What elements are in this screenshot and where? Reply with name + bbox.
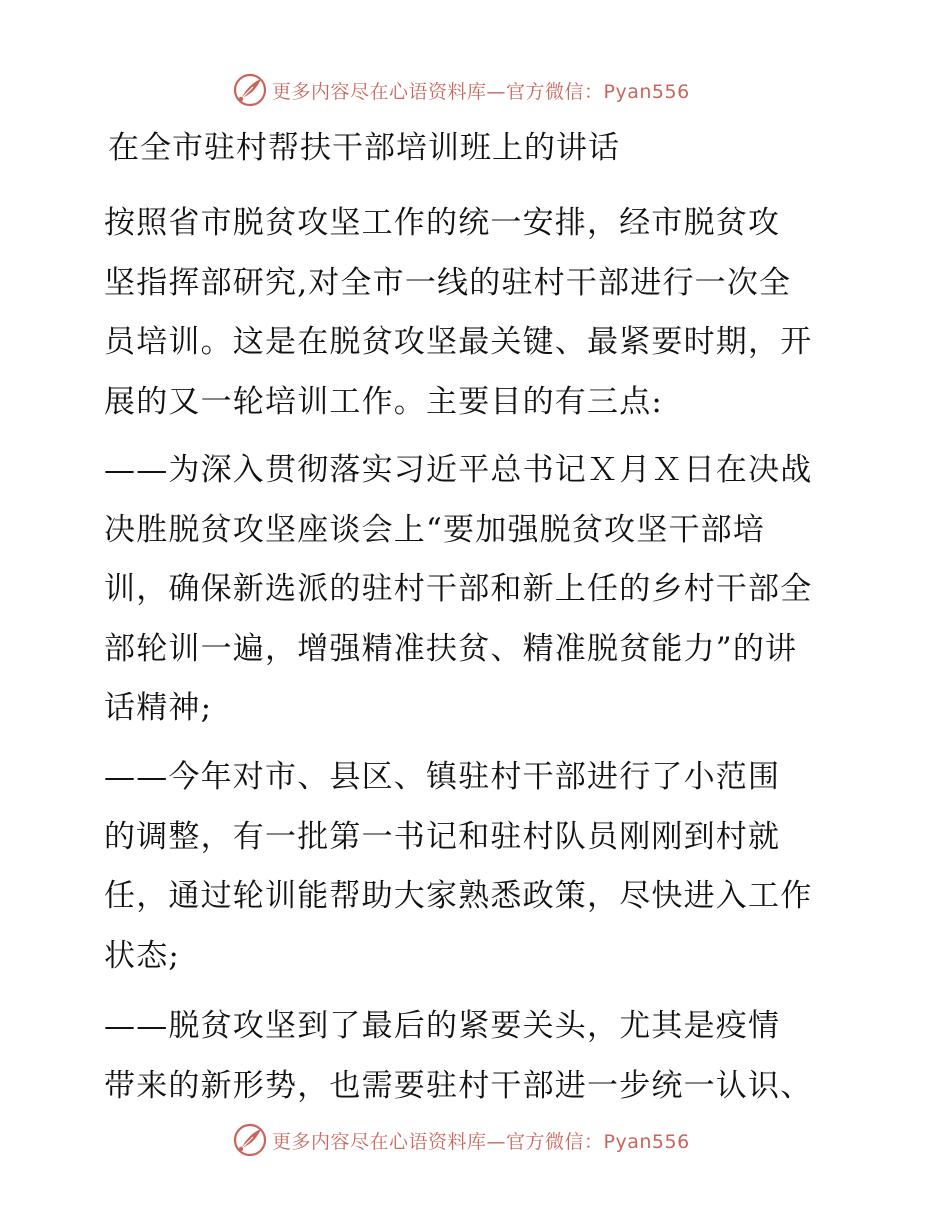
watermark-text: 更多内容尽在心语资料库—官方微信：Pyan556	[272, 1130, 690, 1153]
footer-watermark	[232, 1122, 690, 1158]
paragraph-line: 坚指挥部研究,对全市一线的驻村干部进行一次全	[104, 264, 792, 301]
paragraph-line: 话精神;	[104, 690, 213, 726]
header-watermark	[232, 72, 690, 108]
paragraph-2	[104, 441, 864, 739]
feather-pen-logo-icon	[232, 1122, 268, 1158]
paragraph-line: 的调整，有一批第一书记和驻村队员刚刚到村就	[104, 818, 781, 855]
feather-pen-logo-icon	[232, 72, 268, 108]
paragraph-1	[104, 194, 864, 432]
watermark-text: 更多内容尽在心语资料库—官方微信：Pyan556	[272, 80, 690, 103]
paragraph-line: ——今年对市、县区、镇驻村干部进行了小范围	[104, 759, 781, 795]
paragraph-line: ——为深入贯彻落实习近平总书记Ｘ月Ｘ日在决战	[104, 452, 813, 488]
paragraph-line: 状态;	[104, 937, 181, 974]
paragraph-line: 部轮训一遍，增强精准扶贫、精准脱贫能力”的讲	[104, 630, 798, 667]
paragraph-line: 展的又一轮培训工作。主要目的有三点:	[104, 383, 664, 420]
paragraph-line: 带来的新形势，也需要驻村干部进一步统一认识、	[104, 1067, 813, 1104]
paragraph-line: 训，确保新选派的驻村干部和新上任的乡村干部全	[104, 571, 813, 607]
paragraph-3	[104, 748, 864, 986]
paragraph-4	[104, 997, 864, 1116]
paragraph-line: 任，通过轮训能帮助大家熟悉政策，尽快进入工作	[104, 878, 813, 914]
paragraph-line: 员培训。这是在脱贫攻坚最关键、最紧要时期，开	[104, 324, 813, 360]
document-title: 在全市驻村帮扶干部培训班上的讲话	[108, 130, 620, 166]
paragraph-line: 决胜脱贫攻坚座谈会上“要加强脱贫攻坚干部培	[104, 511, 766, 548]
paragraph-line: ——脱贫攻坚到了最后的紧要关头，尤其是疫情	[104, 1008, 781, 1044]
paragraph-line: 按照省市脱贫攻坚工作的统一安排，经市脱贫攻	[104, 205, 781, 241]
